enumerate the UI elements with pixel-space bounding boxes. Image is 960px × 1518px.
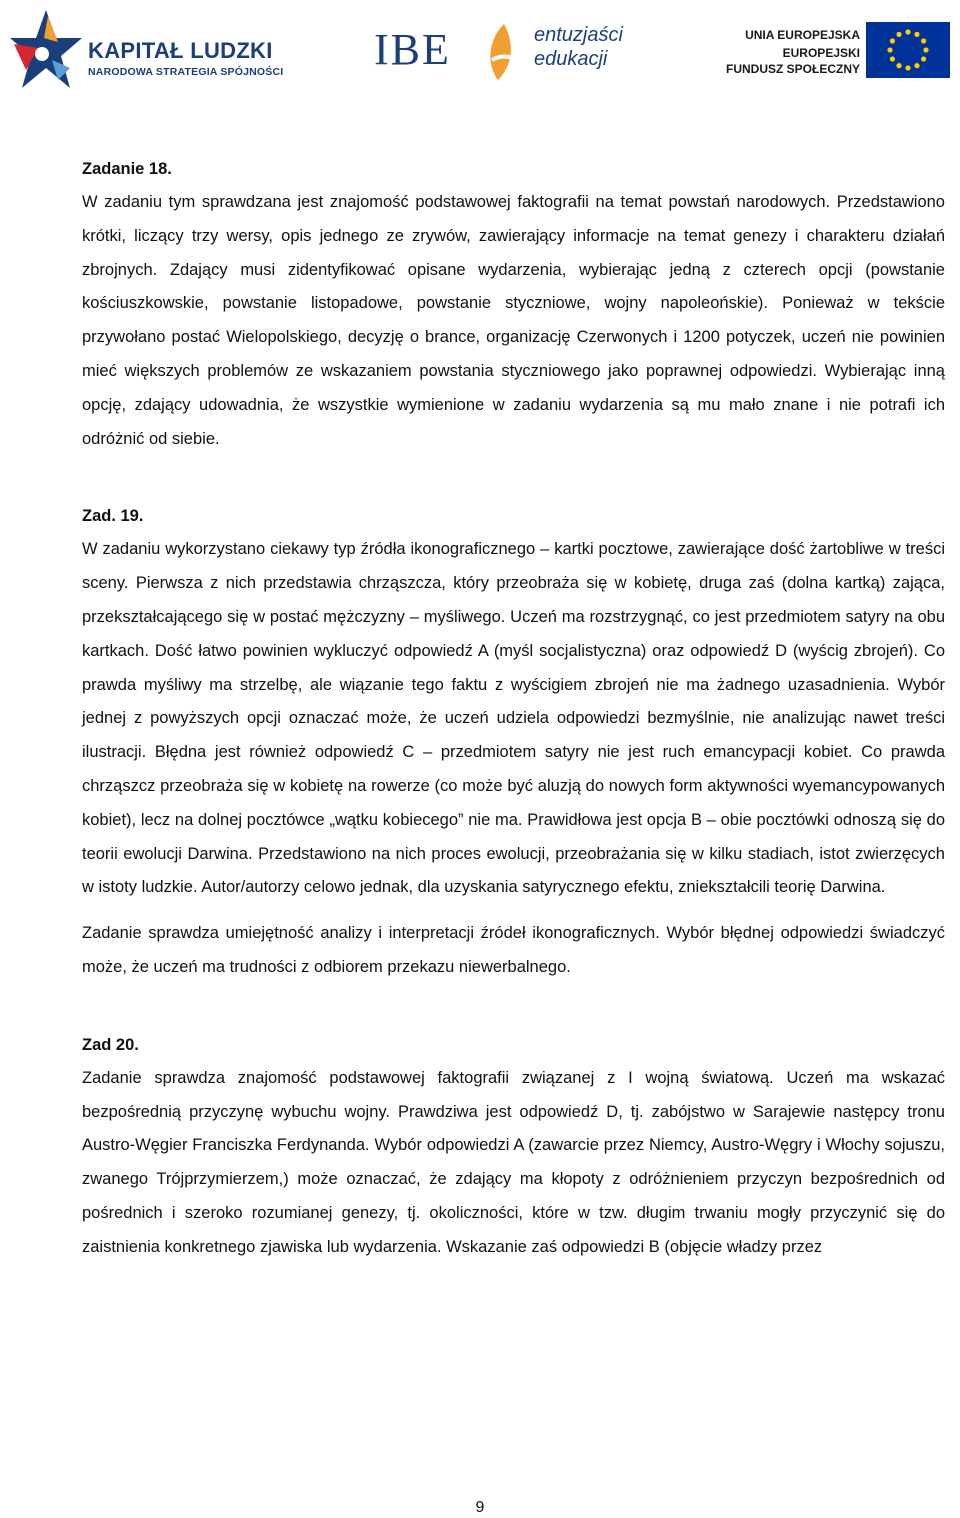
- eu-line-1: UNIA EUROPEJSKA: [745, 28, 860, 42]
- ibe-logo: [370, 18, 660, 88]
- paragraph-zad-19-summary: Zadanie sprawdza umiejętność analizy i interpretacji źródeł ikonograficznych. Wybór błędnej odpowiedzi świadczyć może, że uczeń ma trudności z odbiorem przekazu niewerbalnego.: [82, 924, 945, 976]
- ibe-wordmark: IBE: [374, 25, 451, 74]
- ibe-swirl-icon: [478, 20, 528, 86]
- kapital-ludzki-subtitle: NARODOWA STRATEGIA SPÓJNOŚCI: [88, 66, 284, 78]
- eu-logo: [725, 22, 956, 82]
- section-title-zad-19: Zad. 19.: [82, 507, 144, 526]
- eu-flag-icon: [866, 22, 950, 78]
- document-body: [82, 152, 945, 1265]
- page-number: 9: [475, 1499, 485, 1516]
- kapital-ludzki-title: KAPITAŁ LUDZKI: [88, 38, 273, 63]
- paragraph-zadanie-18: W zadaniu tym sprawdzana jest znajomość podstawowej faktografii na temat powstań narodowych. Przedstawiono krótki, liczący trzy wersy, opis jednego ze zrywów, zawierający informacje na temat genezy i charakteru działań zbrojnych. Zdający musi zidentyfikować opisane wydarzenia, wybierając jedną z czterech opcji (powstanie kościuszkowskie, powstanie listopadowe, powstanie styczniowe, wojny napoleońskie). Ponieważ w tekście przywołano postać Wielopolskiego, decyzję o brance, organizację Czerwonych i 1200 potyczek, uczeń nie powinien mieć większych problemów ze wskazaniem powstania styczniowego jako poprawnej odpowiedzi. Wybierając inną opcję, zdający udowadnia, że wszystkie wymienione w zadaniu wydarzenia są mu mało znane i nie potrafi ich odróżnić od siebie.: [82, 193, 945, 448]
- ibe-tagline-line-2: edukacji: [534, 48, 608, 70]
- ibe-tagline-line-1: entuzjaści: [534, 24, 623, 46]
- eu-line-3: FUNDUSZ SPOŁECZNY: [725, 62, 860, 76]
- paragraph-zad-19-main: W zadaniu wykorzystano ciekawy typ źródła ikonograficznego – kartki pocztowe, zawierające dość żartobliwe w treści sceny. Pierwsza z nich przedstawia chrząszcza, który przeobraża się w kobietę, druga zaś (dolna kartką) zająca, przekształcającego się w postać mężczyzny – myśliwego. Uczeń ma rozstrzygnąć, co jest przedmiotem satyry na obu kartkach. Dość łatwo powinien wykluczyć odpowiedź A (myśl socjalistyczna) oraz odpowiedź D (wyścig zbrojeń). Co prawda myśliwy ma strzelbę, ale wiązanie tego faktu z wyścigiem zbrojeń nie ma żadnego uzasadnienia. Wybór jednej z powyższych opcji oznaczać może, że uczeń udziela odpowiedzi bezmyślnie, nie analizując nawet treści ilustracji. Błędna jest również odpowiedź C – przedmiotem satyry nie jest ruch emancypacji kobiet. Co prawda chrząszcz przeobraża się w kobietę na rowerze (co może być aluzją do nowych form aktywności wyemancypowanych kobiet), lecz na dolnej pocztówce „wątku kobiecego” nie ma. Prawidłowa jest opcja B – obie pocztówki odnoszą się do teorii ewolucji Darwina. Przedstawiono na nich proces ewolucji, przeobrażania się w kilku stadiach, istot zwierzęcych w istoty ludzkie. Autor/autorzy celowo jednak, dla uzyskania satyrycznego efektu, zniekształcili teorię Darwina.: [82, 540, 945, 897]
- eu-line-2: EUROPEJSKI: [782, 46, 860, 60]
- page-header: [0, 0, 960, 100]
- section-title-zadanie-18: Zadanie 18.: [82, 160, 172, 178]
- kapital-ludzki-star-icon: [8, 8, 84, 92]
- paragraph-zad-20: Zadanie sprawdza znajomość podstawowej faktografii związanej z I wojną światową. Uczeń ma wskazać bezpośrednią przyczynę wybuchu wojny. Prawdziwa jest odpowiedź D, tj. zabójstwo w Sarajewie następcy tronu Austro-Węgier Franciszka Ferdynanda. Wybór odpowiedzi A (zawarcie przez Niemcy, Austro-Węgry i Włochy sojuszu, zwanego Trójprzymierzem,) może oznaczać, że zdający ma kłopoty z odróżnieniem przyczyn bezpośrednich od pośrednich i szeroko rozumianej genezy, tj. okoliczności, które w tzw. długim trwaniu mogły przyczynić się do zaistnienia konkretnego zjawiska lub wydarzenia. Wskazanie zaś odpowiedzi B (objęcie władzy przez: [82, 1068, 945, 1256]
- kapital-ludzki-logo: [8, 8, 284, 92]
- section-title-zad-20: Zad 20.: [82, 1035, 139, 1054]
